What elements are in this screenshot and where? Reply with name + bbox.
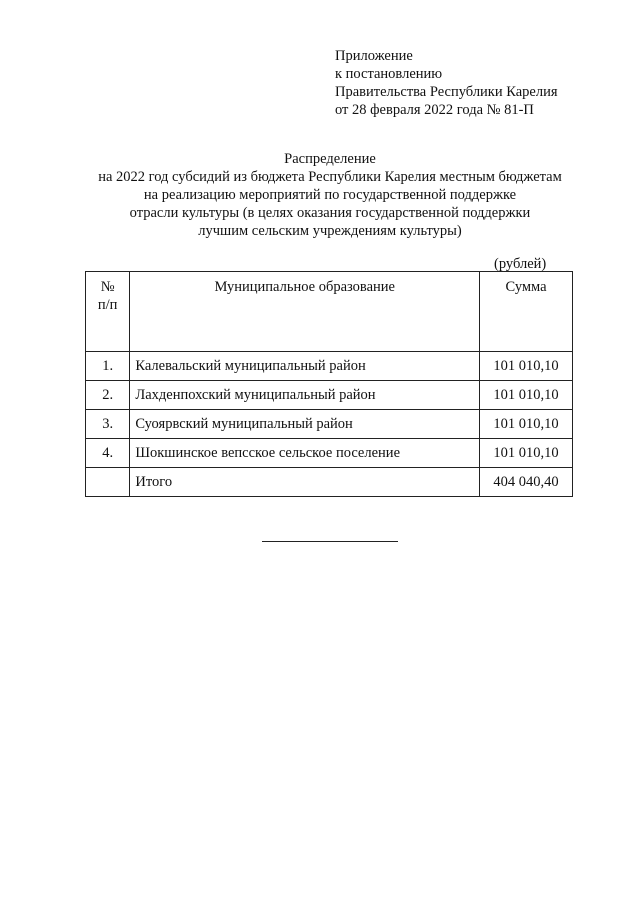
- heading-line: отрасли культуры (в целях оказания государственной поддержки: [129, 205, 531, 221]
- table-row: [86, 352, 573, 381]
- row-municipality: Калевальский муниципальный район: [130, 352, 480, 381]
- header-number-line: №: [100, 279, 115, 295]
- row-municipality: Шокшинское вепсское сельское поселение: [130, 439, 480, 468]
- row-sum: 101 010,10: [480, 381, 573, 410]
- appendix-line: от 28 февраля 2022 года № 81-П: [335, 102, 534, 118]
- row-municipality: Суоярвский муниципальный район: [130, 410, 480, 439]
- header-sum: Сумма: [480, 272, 573, 352]
- document-heading: [60, 150, 600, 240]
- heading-line: на 2022 год субсидий из бюджета Республики Карелия местным бюджетам: [98, 169, 562, 185]
- row-number: 1.: [86, 352, 130, 381]
- closing-rule: [262, 541, 398, 542]
- row-sum: 101 010,10: [480, 439, 573, 468]
- appendix-line: Правительства Республики Карелия: [335, 84, 558, 100]
- row-sum: 101 010,10: [480, 410, 573, 439]
- units-label: (рублей): [494, 256, 547, 272]
- row-sum: 101 010,10: [480, 352, 573, 381]
- subsidy-table: [85, 271, 573, 497]
- header-municipality: Муниципальное образование: [130, 272, 480, 352]
- row-number: 3.: [86, 410, 130, 439]
- appendix-block: [335, 47, 558, 119]
- row-number: 2.: [86, 381, 130, 410]
- appendix-line: Приложение: [335, 48, 413, 64]
- table-row: [86, 410, 573, 439]
- table-row: [86, 381, 573, 410]
- total-sum: 404 040,40: [480, 468, 573, 497]
- heading-line: лучшим сельским учреждениям культуры): [198, 223, 462, 239]
- table-row: [86, 439, 573, 468]
- header-number: [86, 272, 130, 352]
- table-total-row: [86, 468, 573, 497]
- appendix-line: к постановлению: [335, 66, 443, 82]
- total-number: [86, 468, 130, 497]
- total-label: Итого: [130, 468, 480, 497]
- heading-line: на реализацию мероприятий по государственной поддержке: [143, 187, 517, 203]
- table-header-row: [86, 272, 573, 352]
- heading-title: Распределение: [284, 151, 376, 167]
- header-number-line: п/п: [97, 297, 118, 313]
- row-number: 4.: [86, 439, 130, 468]
- row-municipality: Лахденпохский муниципальный район: [130, 381, 480, 410]
